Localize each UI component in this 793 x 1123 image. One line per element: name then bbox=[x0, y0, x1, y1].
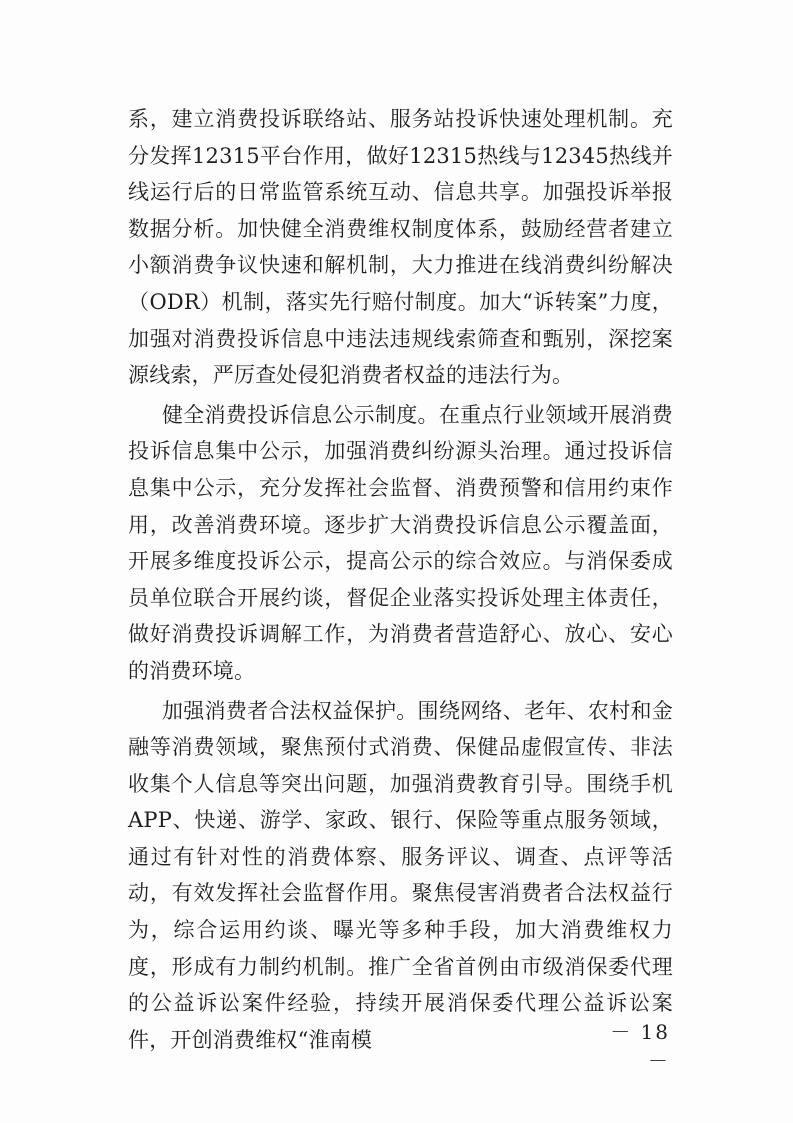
page-number: － 18 － bbox=[610, 1020, 670, 1073]
paragraph-continued: 系，建立消费投诉联络站、服务站投诉快速处理机制。充分发挥12315平台作用，做好12315热线与12345热线并线运行后的日常监管系统互动、信息共享。加强投诉举报数据分析。加快健全消费维权制度体系，鼓励经营者建立小额消费争议快速和解机制，大力推进在线消费纠纷解决（ODR）机制，落实先行赔付制度。加大“诉转案”力度，加强对消费投诉信息中违法违规线索筛查和甄别，深挖案源线索，严厉查处侵犯消费者权益的违法行为。 bbox=[128, 107, 673, 388]
paragraph-consumer-rights: 加强消费者合法权益保护。围绕网络、老年、农村和金融等消费领域，聚焦预付式消费、保健品虚假宣传、非法收集个人信息等突出问题，加强消费教育引导。围绕手机APP、快递、游学、家政、银行、保险等重点服务领域，通过有针对性的消费体察、服务评议、调查、点评等活动，有效发挥社会监督作用。聚焦侵害消费者合法权益行为，综合运用约谈、曝光等多种手段，加大消费维权力度，形成有力制约机制。推广全省首例由市级消保委代理的公益诉讼案件经验，持续开展消保委代理公益诉讼案件，开创消费维权“淮南模 bbox=[128, 698, 673, 1052]
document-body bbox=[128, 101, 673, 1061]
paragraph-complaint-disclosure: 健全消费投诉信息公示制度。在重点行业领域开展消费投诉信息集中公示，加强消费纠纷源头治理。通过投诉信息集中公示，充分发挥社会监督、消费预警和信用约束作用，改善消费环境。逐步扩大消费投诉信息公示覆盖面，开展多维度投诉公示，提高公示的综合效应。与消保委成员单位联合开展约谈，督促企业落实投诉处理主体责任，做好消费投诉调解工作，为消费者营造舒心、放心、安心的消费环境。 bbox=[128, 402, 673, 683]
